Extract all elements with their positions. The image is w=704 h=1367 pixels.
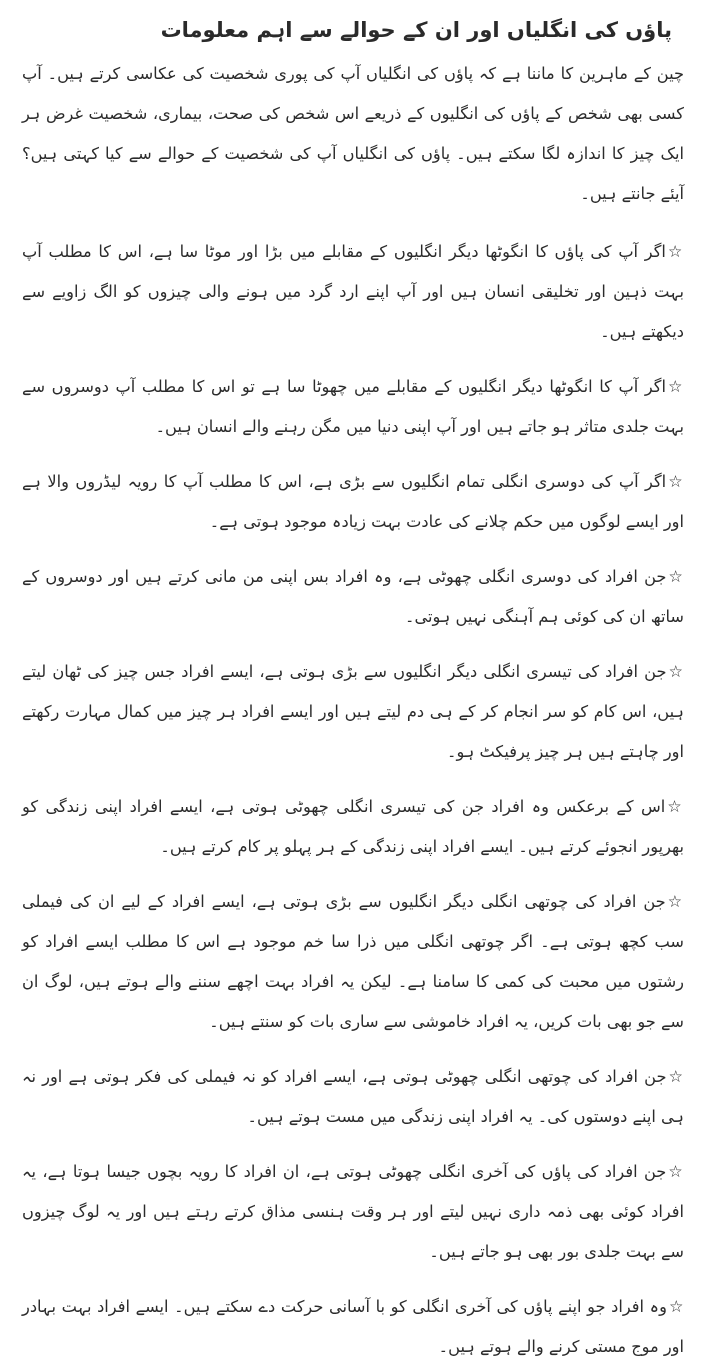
article-title: پاؤں کی انگلیاں اور ان کے حوالے سے اہم معلومات [160,18,672,42]
star-icon: ☆ [668,472,685,491]
intro-paragraph: چین کے ماہرین کا ماننا ہے کہ پاؤں کی انگلیاں آپ کی پوری شخصیت کی عکاسی کرتے ہیں۔ آپ کسی بھی شخص کے پاؤں کی انگلیوں کے ذریعے اس شخص کی صحت، بیماری، شخصیت غرض ہر ایک چیز کا اندازہ لگا سکتے ہیں۔ پاؤں کی انگلیاں آپ کی شخصیت کے حوالے سے کیا کہتی ہیں؟ آیئے جانتے ہیں۔ [22,64,684,203]
point-paragraph [22,462,684,542]
star-icon: ☆ [667,242,684,261]
point-text: جن افراد کی دوسری انگلی چھوٹی ہے، وہ افراد بس اپنی من مانی کرتے ہیں اور دوسروں کے ساتھ ان کی کوئی ہم آہنگی نہیں ہوتی۔ [22,567,684,626]
point-paragraph [22,232,684,352]
point-paragraph [22,652,684,772]
point-paragraph [22,1152,684,1272]
star-icon: ☆ [668,1162,684,1181]
point-paragraph [22,787,684,867]
point-text: وہ افراد جو اپنے پاؤں کی آخری انگلی کو با آسانی حرکت دے سکتے ہیں۔ ایسے افراد بہت بہادر اور موج مستی کرنے والے ہوتے ہیں۔ [22,1297,684,1356]
point-text: اس کے برعکس وہ افراد جن کی تیسری انگلی چھوٹی ہوتی ہے، ایسے افراد اپنی زندگی کو بھرپور انجوئے کرتے ہیں۔ ایسے افراد اپنی زندگی کے ہر پہلو پر کام کرتے ہیں۔ [22,797,684,856]
point-text: اگر آپ کی پاؤں کا انگوٹھا دیگر انگلیوں کے مقابلے میں بڑا اور موٹا سا ہے، اس کا مطلب آپ بہت ذہین اور تخلیقی انسان ہیں اور آپ اپنے ارد گرد میں ہونے والی چیزوں کو الگ زاویے سے دیکھتے ہیں۔ [22,242,684,341]
point-text: جن افراد کی چوتھی انگلی چھوٹی ہوتی ہے، ایسے افراد کو نہ فیملی کی فکر ہوتی ہے اور نہ ہی اپنے دوستوں کی۔ یہ افراد اپنی زندگی میں مست ہوتے ہیں۔ [22,1067,684,1126]
point-text: اگر آپ کی دوسری انگلی تمام انگلیوں سے بڑی ہے، اس کا مطلب آپ کا رویہ لیڈروں والا ہے اور ایسے لوگوں میں حکم چلانے کی عادت بہت زیادہ موجود ہوتی ہے۔ [22,472,684,531]
star-icon: ☆ [667,892,685,911]
point-paragraph [22,367,684,447]
point-paragraph [22,1057,684,1137]
star-icon: ☆ [668,662,684,681]
star-icon: ☆ [668,567,684,586]
point-paragraph [22,1287,684,1367]
point-paragraph [22,557,684,637]
star-icon: ☆ [668,1297,684,1316]
point-text: جن افراد کی پاؤں کی آخری انگلی چھوٹی ہوتی ہے، ان افراد کا رویہ بچوں جیسا ہوتا ہے، یہ افراد کوئی بھی ذمہ داری نہیں لیتے اور ہر وقت ہنسی مذاق کرتے رہتے ہیں اور یہ لوگ چیزوں سے بہت جلدی بور بھی ہو جاتے ہیں۔ [22,1162,684,1261]
star-icon: ☆ [667,797,684,816]
point-paragraph [22,882,684,1042]
star-icon: ☆ [668,1067,684,1086]
star-icon: ☆ [668,377,684,396]
point-text: اگر آپ کا انگوٹھا دیگر انگلیوں کے مقابلے میں چھوٹا سا ہے تو اس کا مطلب آپ دوسروں سے بہت جلدی متاثر ہو جاتے ہیں اور آپ اپنی دنیا میں مگن رہنے والے انسان ہیں۔ [22,377,684,436]
point-text: جن افراد کی تیسری انگلی دیگر انگلیوں سے بڑی ہوتی ہے، ایسے افراد جس چیز کی ٹھان لیتے ہیں، اس کام کو سر انجام کر کے ہی دم لیتے ہیں اور ایسے افراد ہر چیز میں کمال مہارت رکھتے اور چاہتے ہیں ہر چیز پرفیکٹ ہو۔ [22,662,684,761]
point-text: جن افراد کی چوتھی انگلی دیگر انگلیوں سے بڑی ہوتی ہے، ایسے افراد کے لیے ان کی فیملی سب کچھ ہوتی ہے۔ اگر چوتھی انگلی میں ذرا سا خم موجود ہے اس کا مطلب ایسے افراد کو رشتوں میں محبت کی کمی کا سامنا ہے۔ لیکن یہ افراد بہت اچھے سننے والے ہوتے ہیں، لوگ ان سے جو بھی بات کریں، یہ افراد خاموشی سے ساری بات کو سنتے ہیں۔ [22,892,684,1031]
